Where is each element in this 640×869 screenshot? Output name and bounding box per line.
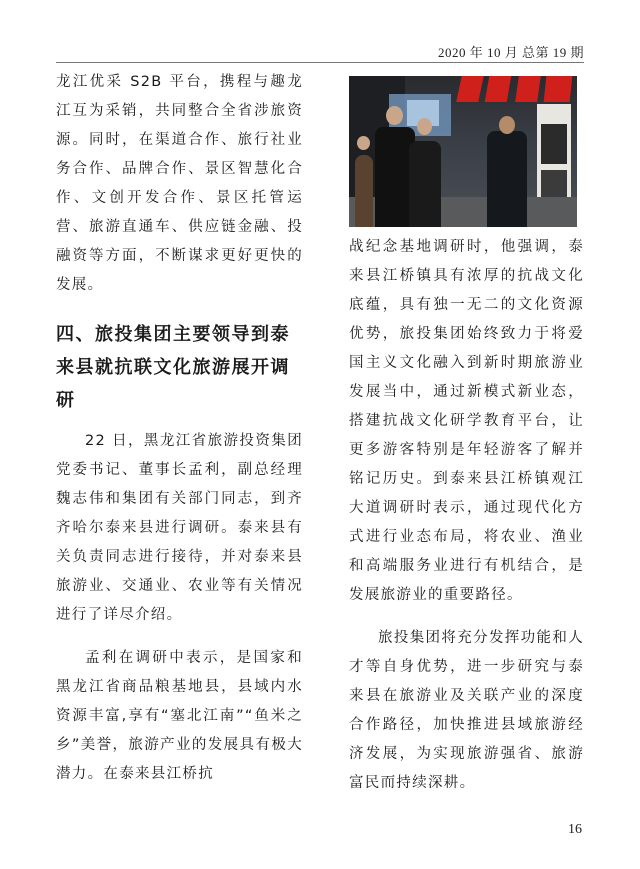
issue-header: 2020 年 10 月 总第 19 期: [437, 45, 584, 60]
left-paragraph-1: 龙江优采 S2B 平台，携程与趣龙江互为采销，共同整合全省涉旅资源。同时，在渠道合作、旅行社业务合作、品牌合作、景区智慧化合作、文创开发合作、景区托管运营、旅游直通车、供应链金融、投融资等方面，不断谋求更好更快的发展。: [56, 74, 303, 293]
person-head: [417, 118, 432, 135]
person-figure: [409, 141, 441, 227]
person-head: [499, 116, 515, 134]
left-column: [56, 68, 303, 789]
person-head: [357, 136, 370, 150]
left-paragraph-3: 孟利在调研中表示，是国家和黑龙江省商品粮基地县，县域内水资源丰富,享有“塞北江南”“鱼米之乡”美誉，旅游产业的发展具有极大潜力。在泰来县江桥抗: [56, 650, 303, 782]
red-flag-icon: [485, 76, 512, 102]
right-paragraph-2: 旅投集团将充分发挥功能和人才等自身优势，进一步研究与泰来县在旅游业及关联产业的深度合作路径，加快推进县域旅游经济发展，为实现旅游强省、旅游富民而持续深耕。: [349, 630, 584, 791]
page-number: 16: [568, 822, 582, 837]
header-rule: [56, 62, 584, 63]
red-flag-icon: [515, 76, 541, 102]
section-heading: 四、旅投集团主要领导到泰来县就抗联文化旅游展开调研: [56, 324, 290, 411]
visit-photo: [349, 76, 577, 227]
exhibit-photo: [541, 124, 567, 164]
red-flag-icon: [544, 76, 573, 102]
right-column: [349, 68, 584, 798]
right-paragraph-1: 战纪念基地调研时，他强调，泰来县江桥镇具有浓厚的抗战文化底蕴，具有独一无二的文化资源优势，旅投集团始终致力于将爱国主义文化融入到新时期旅游业发展当中，通过新模式新业态，搭建抗战文化研学教育平台，让更多游客特别是年轻游客了解并铭记历史。到泰来县江桥镇观江大道调研时表示，通过现代化方式进行业态布局，将农业、渔业和高端服务业进行有机结合，是发展旅游业的重要路径。: [349, 239, 584, 603]
red-flag-icon: [456, 76, 484, 102]
person-figure: [355, 155, 373, 227]
left-paragraph-2: 22 日，黑龙江省旅游投资集团党委书记、董事长孟利，副总经理魏志伟和集团有关部门同志，到齐齐哈尔泰来县进行调研。泰来县有关负责同志进行接待，并对泰来县旅游业、交通业、农业等有关情况进行了详尽介绍。: [56, 433, 303, 623]
person-figure: [487, 131, 527, 227]
person-head: [386, 106, 403, 125]
